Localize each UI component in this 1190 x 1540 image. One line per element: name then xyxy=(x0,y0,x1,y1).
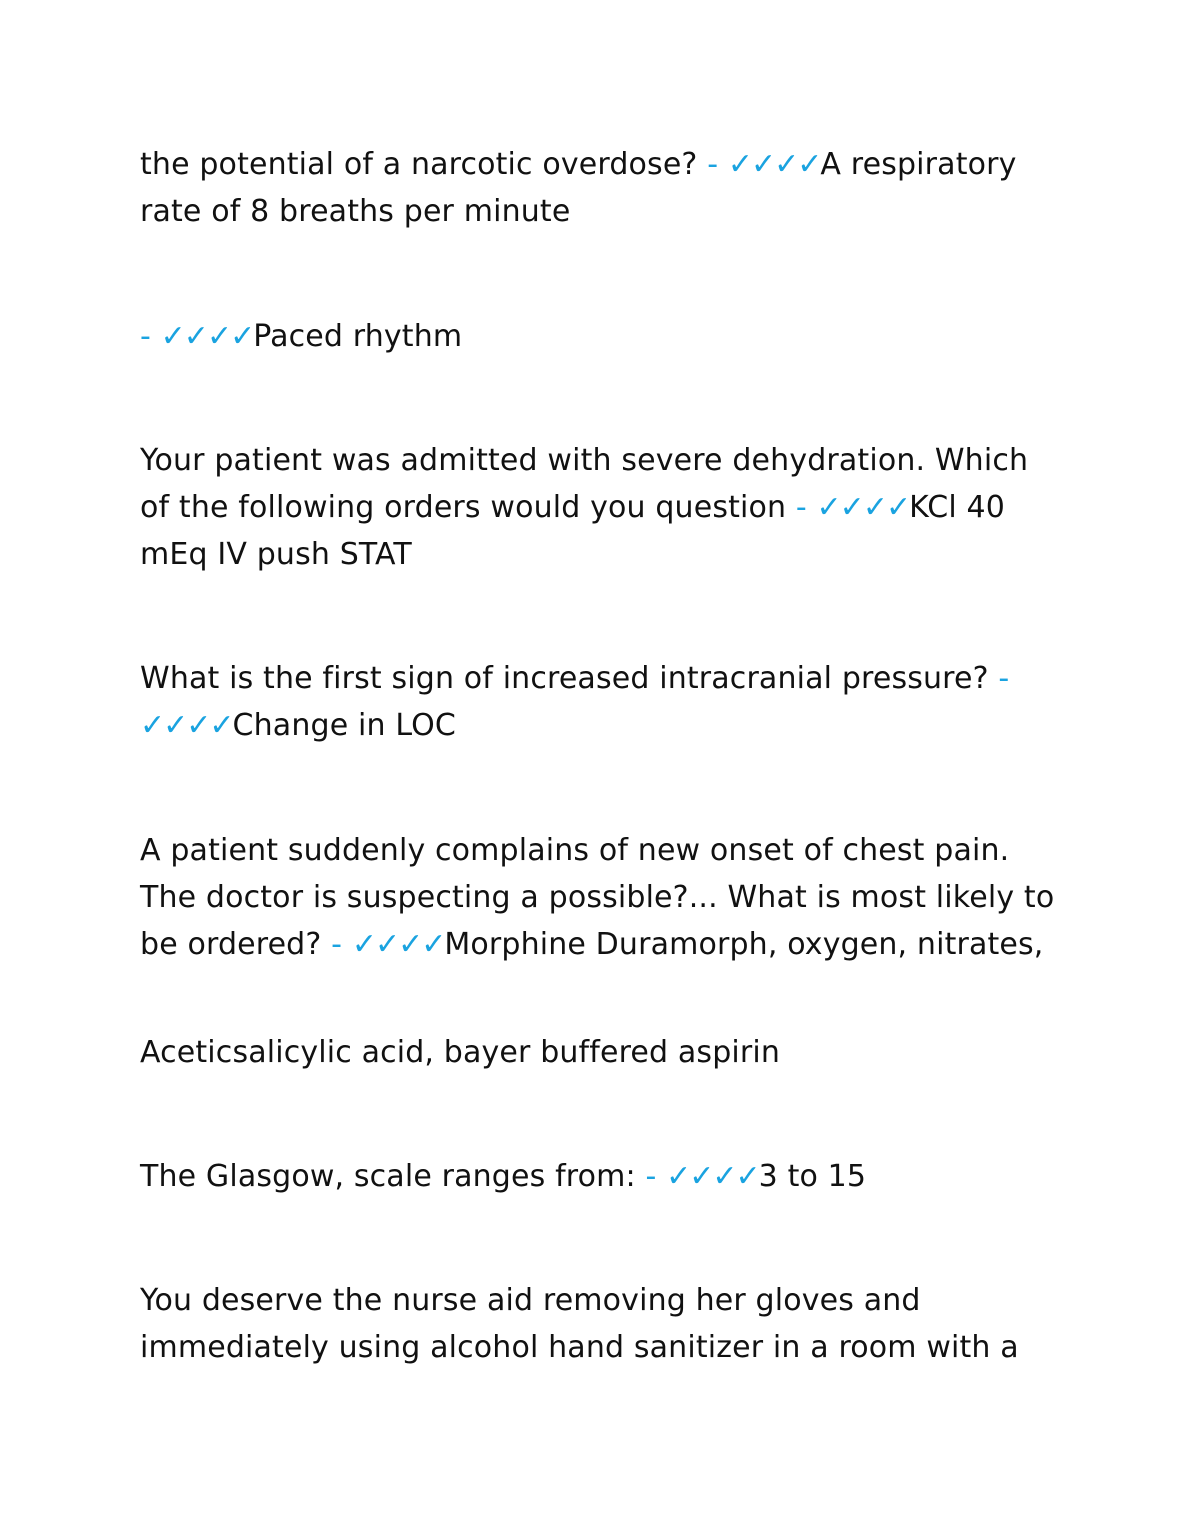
question-text: The Glasgow, scale ranges from: xyxy=(140,1159,636,1194)
answer-separator: - xyxy=(707,147,719,182)
answer-separator: - xyxy=(645,1159,657,1194)
question-text: What is the first sign of increased intracranial pressure? xyxy=(140,661,989,696)
qa-item-6 xyxy=(140,1153,1065,1200)
answer-text: 3 to 15 xyxy=(758,1159,867,1194)
checkmarks-icon: ✓✓✓✓ xyxy=(351,927,445,962)
checkmarks-icon: ✓✓✓✓ xyxy=(666,1159,759,1194)
qa-item-4 xyxy=(140,655,1065,749)
qa-item-3 xyxy=(140,437,1065,578)
answer-separator: - xyxy=(998,661,1010,696)
answer-separator: - xyxy=(795,490,807,525)
question-text: the potential of a narcotic overdose? xyxy=(140,147,698,182)
checkmarks-icon: ✓✓✓✓ xyxy=(727,147,821,182)
qa-item-2 xyxy=(140,313,1065,360)
answer-text: Paced rhythm xyxy=(253,319,463,354)
answer-text: Morphine Duramorph, oxygen, nitrates, xyxy=(444,927,1044,962)
answer-text: Change in LOC xyxy=(232,708,456,743)
qa-item-5-continued xyxy=(140,1029,1065,1076)
qa-item-7 xyxy=(140,1277,1065,1371)
question-text: A patient suddenly complains of new onset of chest pain. The doctor is suspecting a possible?... What is most likely to be ordered? xyxy=(140,833,1055,962)
answer-text: A respiratory rate of 8 breaths per minute xyxy=(140,147,1017,229)
answer-separator: - xyxy=(140,319,151,354)
answer-text-continued: Aceticsalicylic acid, bayer buffered aspirin xyxy=(140,1035,781,1070)
qa-item-5 xyxy=(140,827,1065,968)
question-text: Your patient was admitted with severe dehydration. Which of the following orders would you question xyxy=(140,443,1029,525)
answer-separator: - xyxy=(331,927,343,962)
checkmarks-icon: ✓✓✓✓ xyxy=(160,319,254,354)
qa-item-1 xyxy=(140,141,1065,235)
question-text: You deserve the nurse aid removing her gloves and immediately using alcohol hand sanitizer in a room with a xyxy=(140,1283,1019,1365)
checkmarks-icon: ✓✓✓✓ xyxy=(816,490,910,525)
checkmarks-icon: ✓✓✓✓ xyxy=(140,708,233,743)
answer-text: KCl 40 mEq IV push STAT xyxy=(140,490,1006,572)
